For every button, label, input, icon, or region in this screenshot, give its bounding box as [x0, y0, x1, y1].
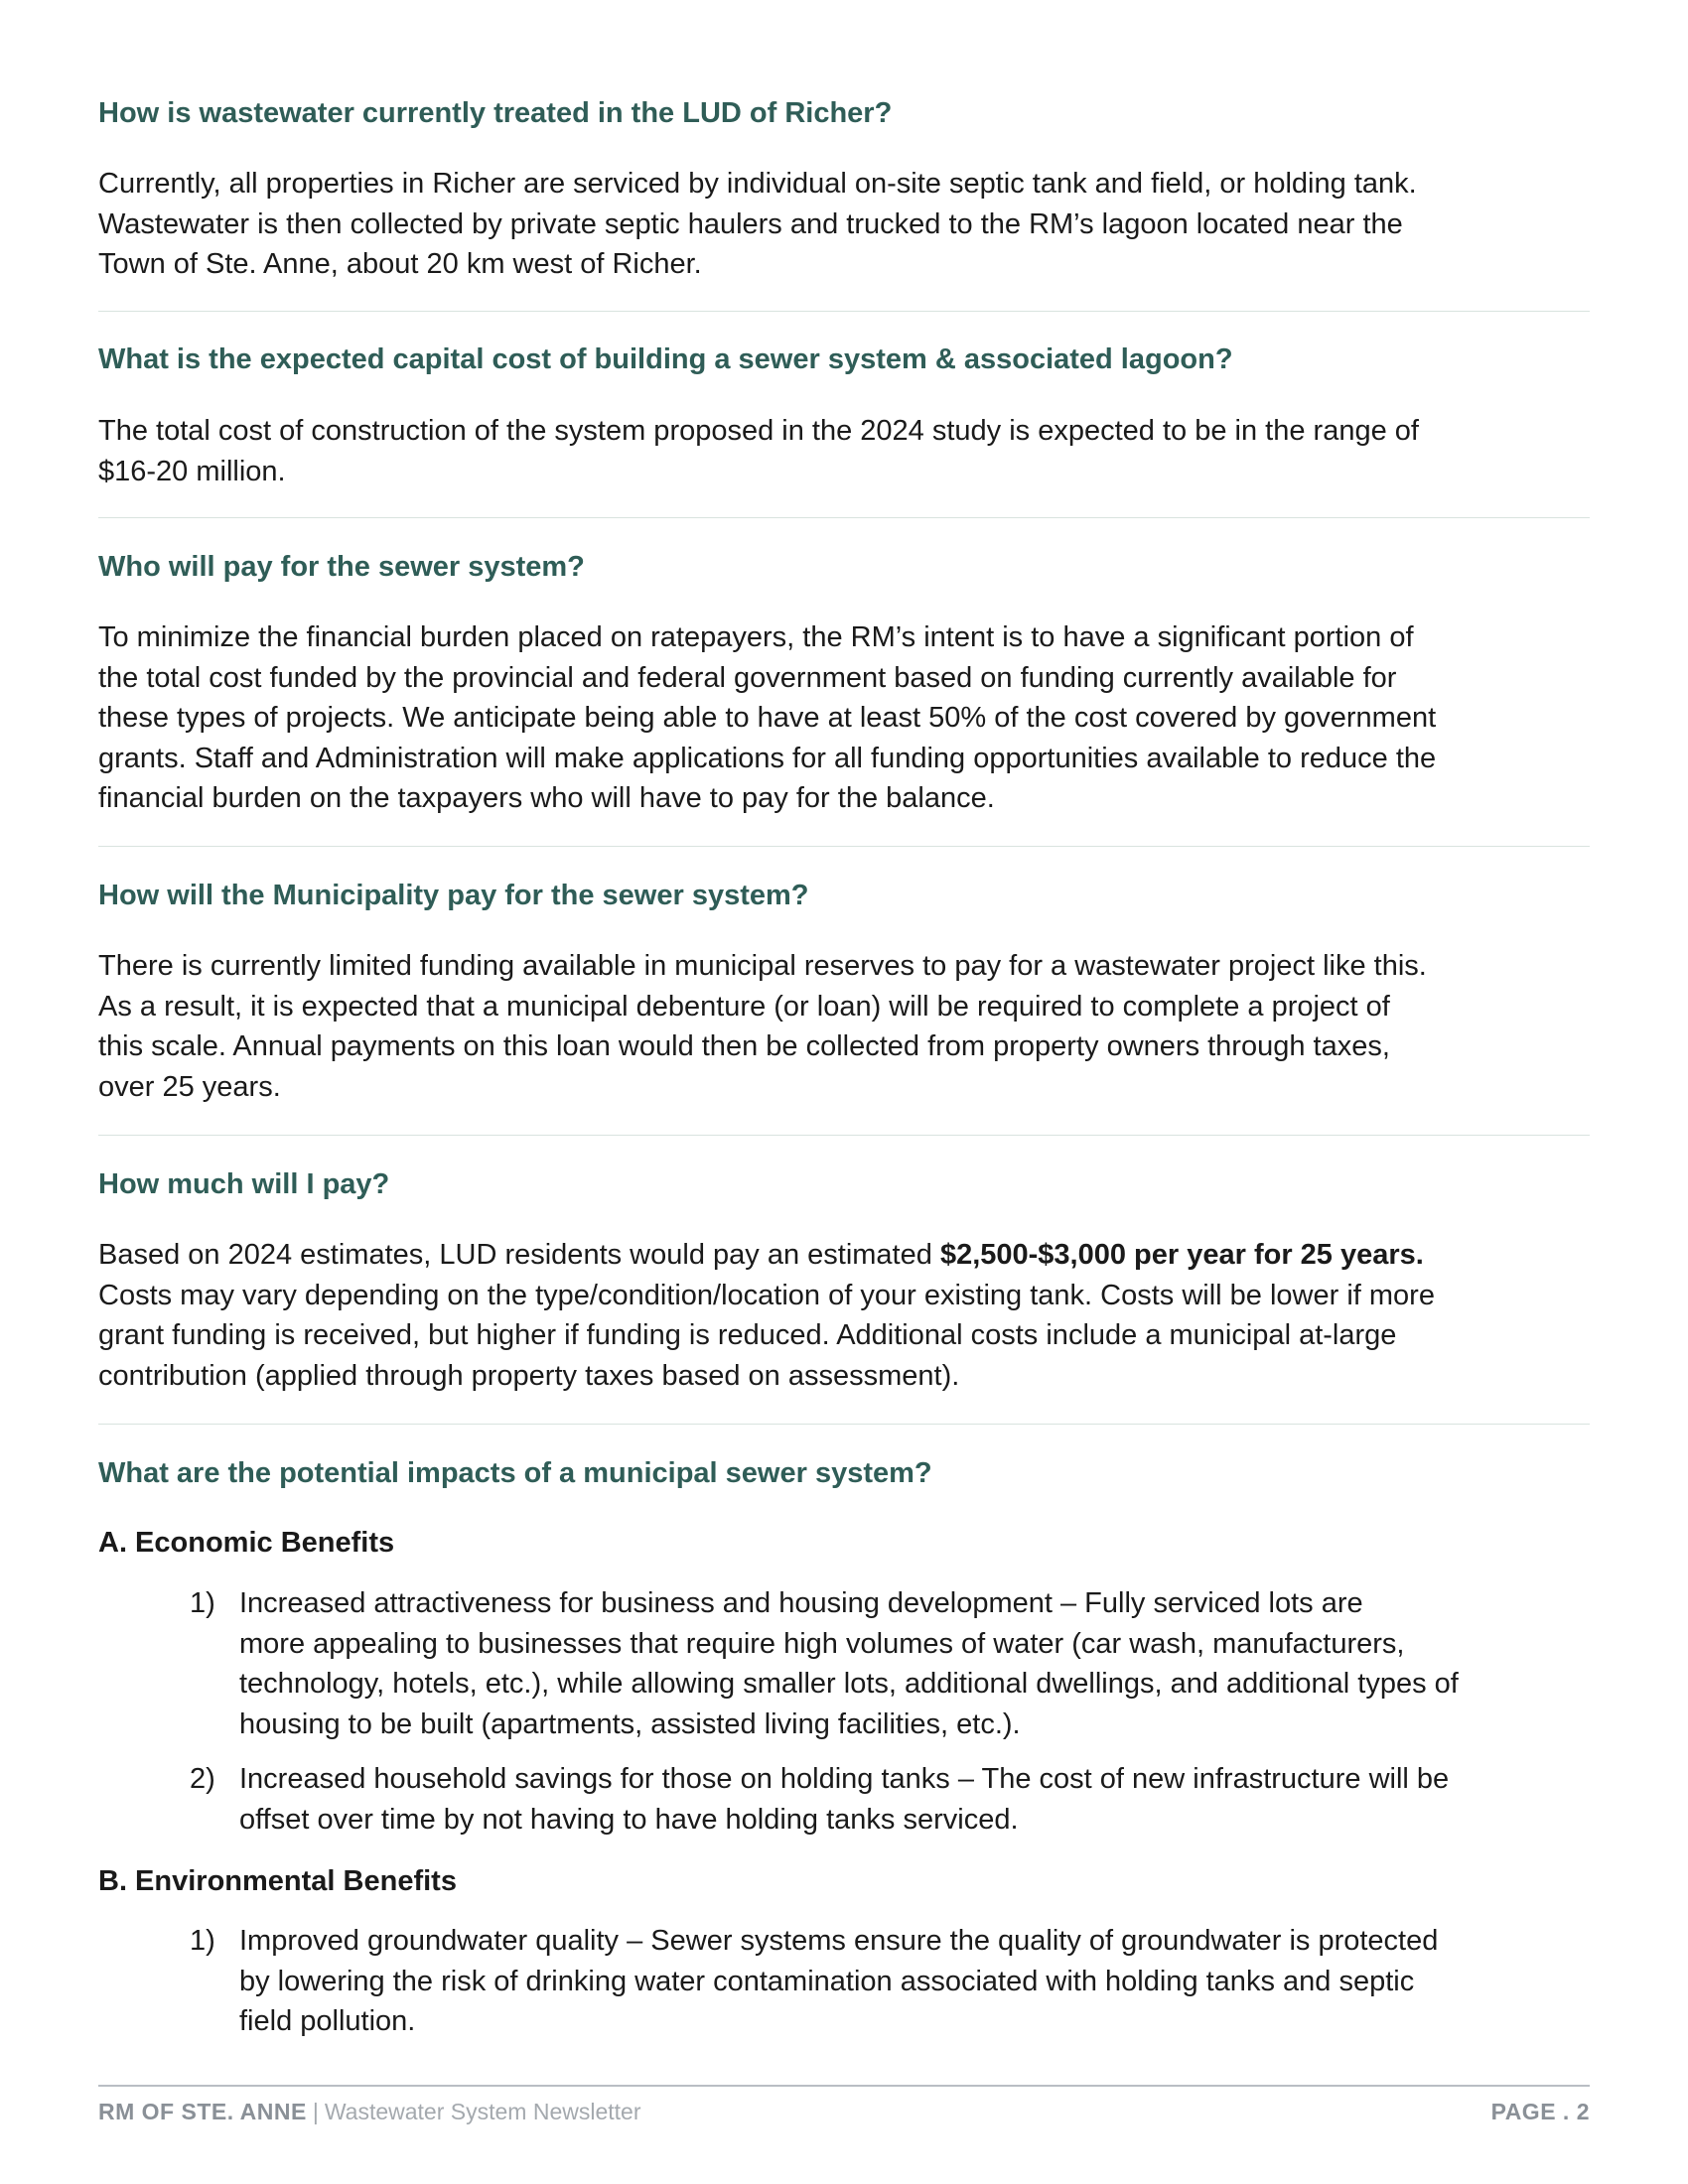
- answer-line: The total cost of construction of the system proposed in the 2024 study is expected to be in the range of: [98, 415, 1419, 447]
- answer-line: grants. Staff and Administration will make applications for all funding opportunities available to reduce the: [98, 742, 1437, 774]
- faq-question: How is wastewater currently treated in the LUD of Richer?: [98, 97, 893, 129]
- list-line: technology, hotels, etc.), while allowing smaller lots, additional dwellings, and additional types of: [239, 1668, 1459, 1700]
- faq-answer: [98, 1235, 1590, 1396]
- section-divider: [98, 846, 1590, 847]
- answer-line: over 25 years.: [98, 1070, 281, 1103]
- list-line: Increased household savings for those on holding tanks – The cost of new infrastructure will be: [239, 1763, 1450, 1795]
- faq-question: Who will pay for the sewer system?: [98, 551, 585, 583]
- environmental-benefits-heading-block: [98, 1862, 1590, 1900]
- list-item: [98, 1759, 1590, 1840]
- answer-line: As a result, it is expected that a municipal debenture (or loan) will be required to complete a project of: [98, 990, 1390, 1023]
- list-line: Increased attractiveness for business and housing development – Fully serviced lots are: [239, 1587, 1363, 1619]
- faq-question: How will the Municipality pay for the sewer system?: [98, 880, 809, 911]
- list-text: [239, 1583, 1590, 1744]
- list-line: Improved groundwater quality – Sewer systems ensure the quality of groundwater is protected: [239, 1925, 1439, 1957]
- section-divider: [98, 311, 1590, 312]
- answer-line: There is currently limited funding available in municipal reserves to pay for a wastewater project like this.: [98, 950, 1427, 982]
- faq-answer: [98, 164, 1590, 285]
- environmental-benefit-item: [98, 1921, 1590, 2042]
- answer-line: [98, 1235, 1590, 1276]
- list-number: 1): [190, 1925, 215, 1957]
- faq-section-impacts: [98, 1454, 1590, 1492]
- environmental-benefits-heading: B. Environmental Benefits: [98, 1865, 457, 1897]
- faq-section-how-much: [98, 1165, 1590, 1203]
- section-divider: [98, 517, 1590, 518]
- list-line: more appealing to businesses that require high volumes of water (car wash, manufacturers,: [239, 1627, 1405, 1660]
- page-footer: [98, 2097, 1590, 2126]
- answer-line: this scale. Annual payments on this loan would then be collected from property owners through taxes,: [98, 1030, 1390, 1062]
- page-number: PAGE . 2: [1490, 2099, 1590, 2124]
- faq-answer: [98, 411, 1590, 491]
- answer-line: Wastewater is then collected by private septic haulers and trucked to the RM’s lagoon located near the: [98, 207, 1403, 240]
- economic-benefit-item: [98, 1583, 1590, 1744]
- economic-benefits-heading: A. Economic Benefits: [98, 1527, 395, 1559]
- footer-publication-name: Wastewater System Newsletter: [324, 2099, 641, 2124]
- section-divider: [98, 1135, 1590, 1136]
- list-number: 1): [190, 1587, 215, 1619]
- answer-line: To minimize the financial burden placed on ratepayers, the RM’s intent is to have a significant portion of: [98, 621, 1414, 653]
- section-divider: [98, 1424, 1590, 1425]
- faq-section-who-pays: [98, 548, 1590, 586]
- list-line: offset over time by not having to have holding tanks serviced.: [239, 1803, 1019, 1836]
- answer-line: financial burden on the taxpayers who will have to pay for the balance.: [98, 782, 995, 814]
- footer-org-name: RM OF STE. ANNE: [98, 2099, 307, 2124]
- list-text: [239, 1759, 1590, 1840]
- answer-line: grant funding is received, but higher if funding is reduced. Additional costs include a municipal at-large: [98, 1319, 1397, 1351]
- cost-estimate: $2,500-$3,000 per year for 25 years.: [939, 1239, 1424, 1271]
- answer-text: Based on 2024 estimates, LUD residents would pay an estimated: [98, 1239, 940, 1271]
- answer-line: Currently, all properties in Richer are serviced by individual on-site septic tank and field, or holding tank.: [98, 168, 1417, 200]
- faq-answer: [98, 617, 1590, 819]
- list-item: [98, 1583, 1590, 1744]
- answer-line: Town of Ste. Anne, about 20 km west of Richer.: [98, 248, 702, 280]
- faq-answer: [98, 946, 1590, 1107]
- list-line: field pollution.: [239, 2005, 416, 2037]
- list-line: by lowering the risk of drinking water contamination associated with holding tanks and septic: [239, 1965, 1415, 1997]
- faq-section-current-treatment: [98, 94, 1590, 132]
- economic-benefits-heading-block: [98, 1524, 1590, 1562]
- list-line: housing to be built (apartments, assisted living facilities, etc.).: [239, 1707, 1021, 1740]
- list-item: [98, 1921, 1590, 2042]
- faq-question: How much will I pay?: [98, 1168, 390, 1200]
- answer-line: these types of projects. We anticipate being able to have at least 50% of the cost covered by government: [98, 702, 1437, 734]
- economic-benefit-item: [98, 1759, 1590, 1840]
- answer-line: Costs may vary depending on the type/condition/location of your existing tank. Costs will be lower if more: [98, 1279, 1435, 1311]
- faq-question: What is the expected capital cost of building a sewer system & associated lagoon?: [98, 343, 1233, 375]
- faq-question: What are the potential impacts of a municipal sewer system?: [98, 1457, 932, 1489]
- faq-section-municipality-pays: [98, 877, 1590, 914]
- footer-separator: |: [312, 2099, 319, 2124]
- faq-section-capital-cost: [98, 341, 1590, 378]
- answer-line: $16-20 million.: [98, 455, 286, 487]
- answer-line: the total cost funded by the provincial and federal government based on funding currently available for: [98, 661, 1397, 694]
- list-number: 2): [190, 1763, 215, 1795]
- footer-divider: [98, 2085, 1590, 2087]
- list-text: [239, 1921, 1590, 2042]
- answer-line: contribution (applied through property taxes based on assessment).: [98, 1359, 960, 1392]
